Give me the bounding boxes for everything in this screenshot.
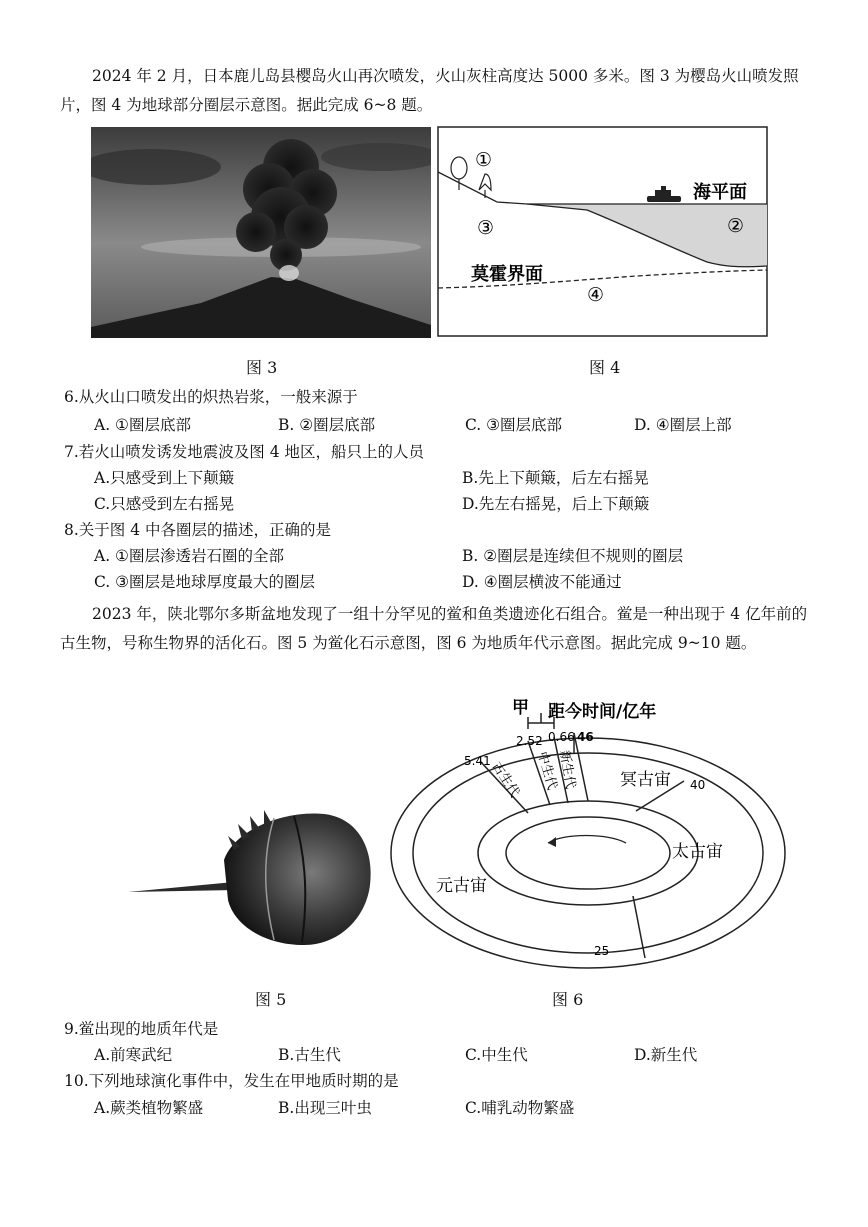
- q8-option-d[interactable]: D. ④圈层横波不能通过: [462, 573, 622, 591]
- q7-option-b[interactable]: B.先上下颠簸，后左右摇晃: [462, 469, 649, 487]
- layer-1-label: ①: [475, 149, 493, 171]
- time-axis-title: 距今时间/亿年: [548, 702, 657, 722]
- layer-4-label: ④: [587, 284, 605, 306]
- q7-option-a[interactable]: A.只感受到上下颠簸: [94, 469, 235, 487]
- era-paleozoic: 古生代: [488, 759, 523, 801]
- question-8-stem: 8.关于图 4 中各圈层的描述，正确的是: [64, 521, 332, 539]
- layer-2-label: ②: [727, 215, 745, 237]
- question-6-stem: 6.从火山口喷发出的炽热岩浆，一般来源于: [64, 388, 358, 406]
- q8-option-a[interactable]: A. ①圈层渗透岩石圈的全部: [94, 547, 284, 565]
- q8-option-c[interactable]: C. ③圈层是地球厚度最大的圈层: [94, 573, 316, 591]
- eon-archean: 太古宙: [672, 842, 723, 862]
- figure-6-caption: 图 6: [552, 990, 584, 1009]
- volcano-eruption-photo: [91, 127, 431, 338]
- earth-layers-diagram: [437, 126, 768, 337]
- q6-option-a[interactable]: A. ①圈层底部: [94, 416, 191, 434]
- q7-option-c[interactable]: C.只感受到左右摇晃: [94, 495, 235, 513]
- eon-hadean: 冥古宙: [620, 770, 671, 790]
- figure-5-caption: 图 5: [255, 990, 287, 1009]
- tick-46: 46: [577, 730, 594, 744]
- moho-label: 莫霍界面: [471, 264, 543, 285]
- tick-066: 0.66: [548, 730, 575, 744]
- q9-option-c[interactable]: C.中生代: [465, 1046, 528, 1064]
- q8-option-b[interactable]: B. ②圈层是连续但不规则的圈层: [462, 547, 684, 565]
- question-10-stem: 10.下列地球演化事件中，发生在甲地质时期的是: [64, 1072, 399, 1090]
- q10-option-b[interactable]: B.出现三叶虫: [278, 1099, 372, 1117]
- q7-option-d[interactable]: D.先左右摇晃，后上下颠簸: [462, 495, 650, 513]
- tick-541: 5.41: [464, 754, 491, 768]
- tick-40: 40: [690, 778, 706, 792]
- question-7-stem: 7.若火山喷发诱发地震波及图 4 地区，船只上的人员: [64, 443, 425, 461]
- q10-option-c[interactable]: C.哺乳动物繁盛: [465, 1099, 575, 1117]
- horseshoe-crab-fossil-image: [124, 800, 374, 950]
- sea-level-label: 海平面: [693, 182, 747, 203]
- question-9-stem: 9.鲎出现的地质年代是: [64, 1020, 219, 1038]
- layer-3-label: ③: [477, 217, 495, 239]
- tick-252: 2.52: [516, 734, 543, 748]
- q10-option-a[interactable]: A.蕨类植物繁盛: [94, 1099, 204, 1117]
- geologic-time-diagram: [388, 693, 788, 973]
- q9-option-a[interactable]: A.前寒武纪: [94, 1046, 173, 1064]
- jia-label: 甲: [512, 698, 529, 718]
- intro-paragraph-2: 2023 年，陕北鄂尔多斯盆地发现了一组十分罕见的鲎和鱼类遗迹化石组合。鲎是一种出现于 4 亿年前的古生物，号称生物界的活化石。图 5 为鲎化石示意图，图 6 为地质年代示意图。据此完成 9~10 题。: [60, 605, 808, 652]
- eon-proterozoic: 元古宙: [436, 876, 487, 896]
- figure-4-caption: 图 4: [589, 358, 621, 377]
- q6-option-c[interactable]: C. ③圈层底部: [465, 416, 563, 434]
- tick-25: 25: [594, 944, 610, 958]
- q9-option-b[interactable]: B.古生代: [278, 1046, 341, 1064]
- q6-option-d[interactable]: D. ④圈层上部: [634, 416, 732, 434]
- era-mesozoic: 中生代: [534, 749, 560, 792]
- intro-paragraph-1: 2024 年 2 月，日本鹿儿岛县樱岛火山再次喷发，火山灰柱高度达 5000 多米。图 3 为樱岛火山喷发照片，图 4 为地球部分圈层示意图。据此完成 6~8 题。: [60, 67, 799, 114]
- q6-option-b[interactable]: B. ②圈层底部: [278, 416, 376, 434]
- figure-3-caption: 图 3: [246, 358, 278, 377]
- era-cenozoic: 新生代: [556, 749, 578, 791]
- q9-option-d[interactable]: D.新生代: [634, 1046, 698, 1064]
